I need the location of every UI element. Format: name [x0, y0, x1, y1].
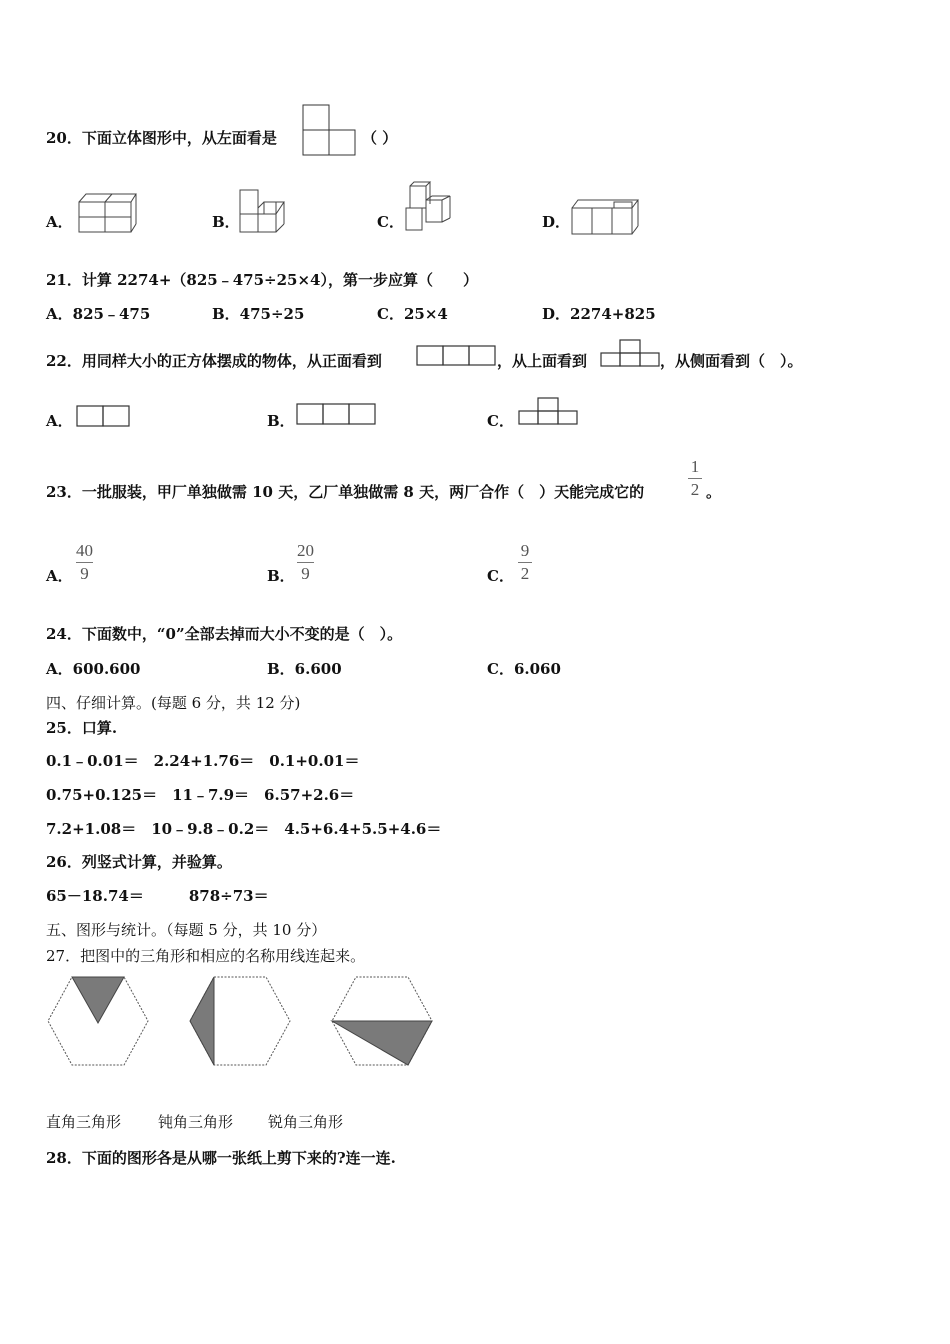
q20-option-d[interactable]: D． — [542, 213, 571, 231]
q22-option-a[interactable]: A． — [46, 412, 73, 430]
q21-option-b[interactable]: B．475÷25 — [212, 305, 305, 323]
q27-text: 27．把图中的三角形和相应的名称用线连起来。 — [46, 947, 366, 965]
q23-text-a: 23．一批服装，甲厂单独做需 10 天，乙厂单独做需 8 天，两厂合作（ ）天能完成它的 — [46, 483, 645, 501]
q21-text: 21．计算 2274+（825﹣475÷25×4），第一步应算（ ） — [46, 271, 478, 289]
q27-shaded-triangle-1 — [72, 977, 124, 1023]
q27-label-obtuse[interactable]: 钝角三角形 — [158, 1113, 234, 1131]
q22-option-c[interactable]: C． — [487, 412, 514, 430]
q24-option-c[interactable]: C．6.060 — [487, 660, 561, 678]
q23-option-c-fraction: 9 2 — [518, 542, 532, 583]
q27-label-acute[interactable]: 锐角三角形 — [268, 1113, 344, 1131]
q23-frac-num: 1 — [690, 457, 700, 476]
q22-front-view-figure — [416, 345, 498, 367]
q21-option-a[interactable]: A．825﹣475 — [46, 305, 151, 323]
q22-option-a-figure — [76, 405, 132, 427]
q21-option-c[interactable]: C．25×4 — [377, 305, 448, 323]
q22-option-b-figure — [296, 403, 378, 427]
q27-label-right[interactable]: 直角三角形 — [46, 1113, 122, 1131]
q22-top-view-figure — [600, 339, 662, 367]
q23-option-c[interactable]: C． — [487, 567, 514, 585]
q25-text: 25．口算. — [46, 719, 118, 737]
q23-frac-den: 2 — [690, 480, 700, 499]
q20-option-c[interactable]: C． — [377, 213, 404, 231]
q23-text-b: 。 — [706, 483, 722, 501]
q20-option-a[interactable]: A． — [46, 213, 73, 231]
q20-option-b[interactable]: B． — [212, 213, 240, 231]
q27-hexagon-3 — [330, 975, 434, 1069]
q22-text-b: ，从上面看到 — [497, 352, 588, 370]
q26-row: 65－18.74＝ 878÷73＝ — [46, 887, 269, 905]
q20-option-a-cube-stack-icon — [78, 190, 138, 234]
q24-text: 24．下面数中，“0”全部去掉而大小不变的是（ ）。 — [46, 625, 403, 643]
q23-option-a-fraction: 40 9 — [76, 541, 93, 583]
q23-option-a[interactable]: A． — [46, 567, 73, 585]
section-5-title: 五、图形与统计。（每题 5 分，共 10 分） — [46, 921, 327, 939]
q24-option-b[interactable]: B．6.600 — [267, 660, 342, 678]
q22-text-c: ，从侧面看到（ ）。 — [660, 352, 803, 370]
q23-option-b[interactable]: B． — [267, 567, 295, 585]
q20-left-view-figure — [302, 104, 356, 156]
q20-option-d-cube-stack-icon — [570, 198, 640, 236]
q20-option-c-cube-stack-icon — [404, 184, 454, 232]
q22-option-b[interactable]: B． — [267, 412, 295, 430]
q26-text: 26．列竖式计算，并验算。 — [46, 853, 232, 871]
q21-option-d[interactable]: D．2274+825 — [542, 305, 656, 323]
q27-hexagon-2 — [188, 975, 292, 1069]
q20-option-b-cube-stack-icon — [238, 188, 290, 234]
q22-text-a: 22．用同样大小的正方体摆成的物体，从正面看到 — [46, 352, 382, 370]
q25-row-2: 0.75+0.125＝ 11﹣7.9＝ 6.57+2.6＝ — [46, 786, 355, 804]
q23-option-b-fraction: 20 9 — [297, 541, 314, 583]
q25-row-3: 7.2+1.08＝ 10﹣9.8﹣0.2＝ 4.5+6.4+5.5+4.6＝ — [46, 820, 442, 838]
q24-option-a[interactable]: A．600.600 — [46, 660, 141, 678]
q22-option-c-figure — [518, 397, 580, 427]
q25-row-1: 0.1﹣0.01＝ 2.24+1.76＝ 0.1+0.01＝ — [46, 752, 360, 770]
q20-paren: （ ） — [362, 129, 398, 147]
q23-fraction — [688, 458, 702, 499]
q27-shaded-triangle-2 — [190, 977, 214, 1065]
q20-text: 20．下面立体图形中，从左面看是 — [46, 129, 277, 147]
q28-text: 28．下面的图形各是从哪一张纸上剪下来的?连一连. — [46, 1149, 396, 1167]
q27-hexagon-1 — [46, 975, 150, 1069]
q27-shaded-triangle-3 — [332, 1021, 432, 1065]
section-4-title: 四、仔细计算。(每题 6 分，共 12 分) — [46, 694, 301, 712]
q20-line — [46, 128, 277, 148]
